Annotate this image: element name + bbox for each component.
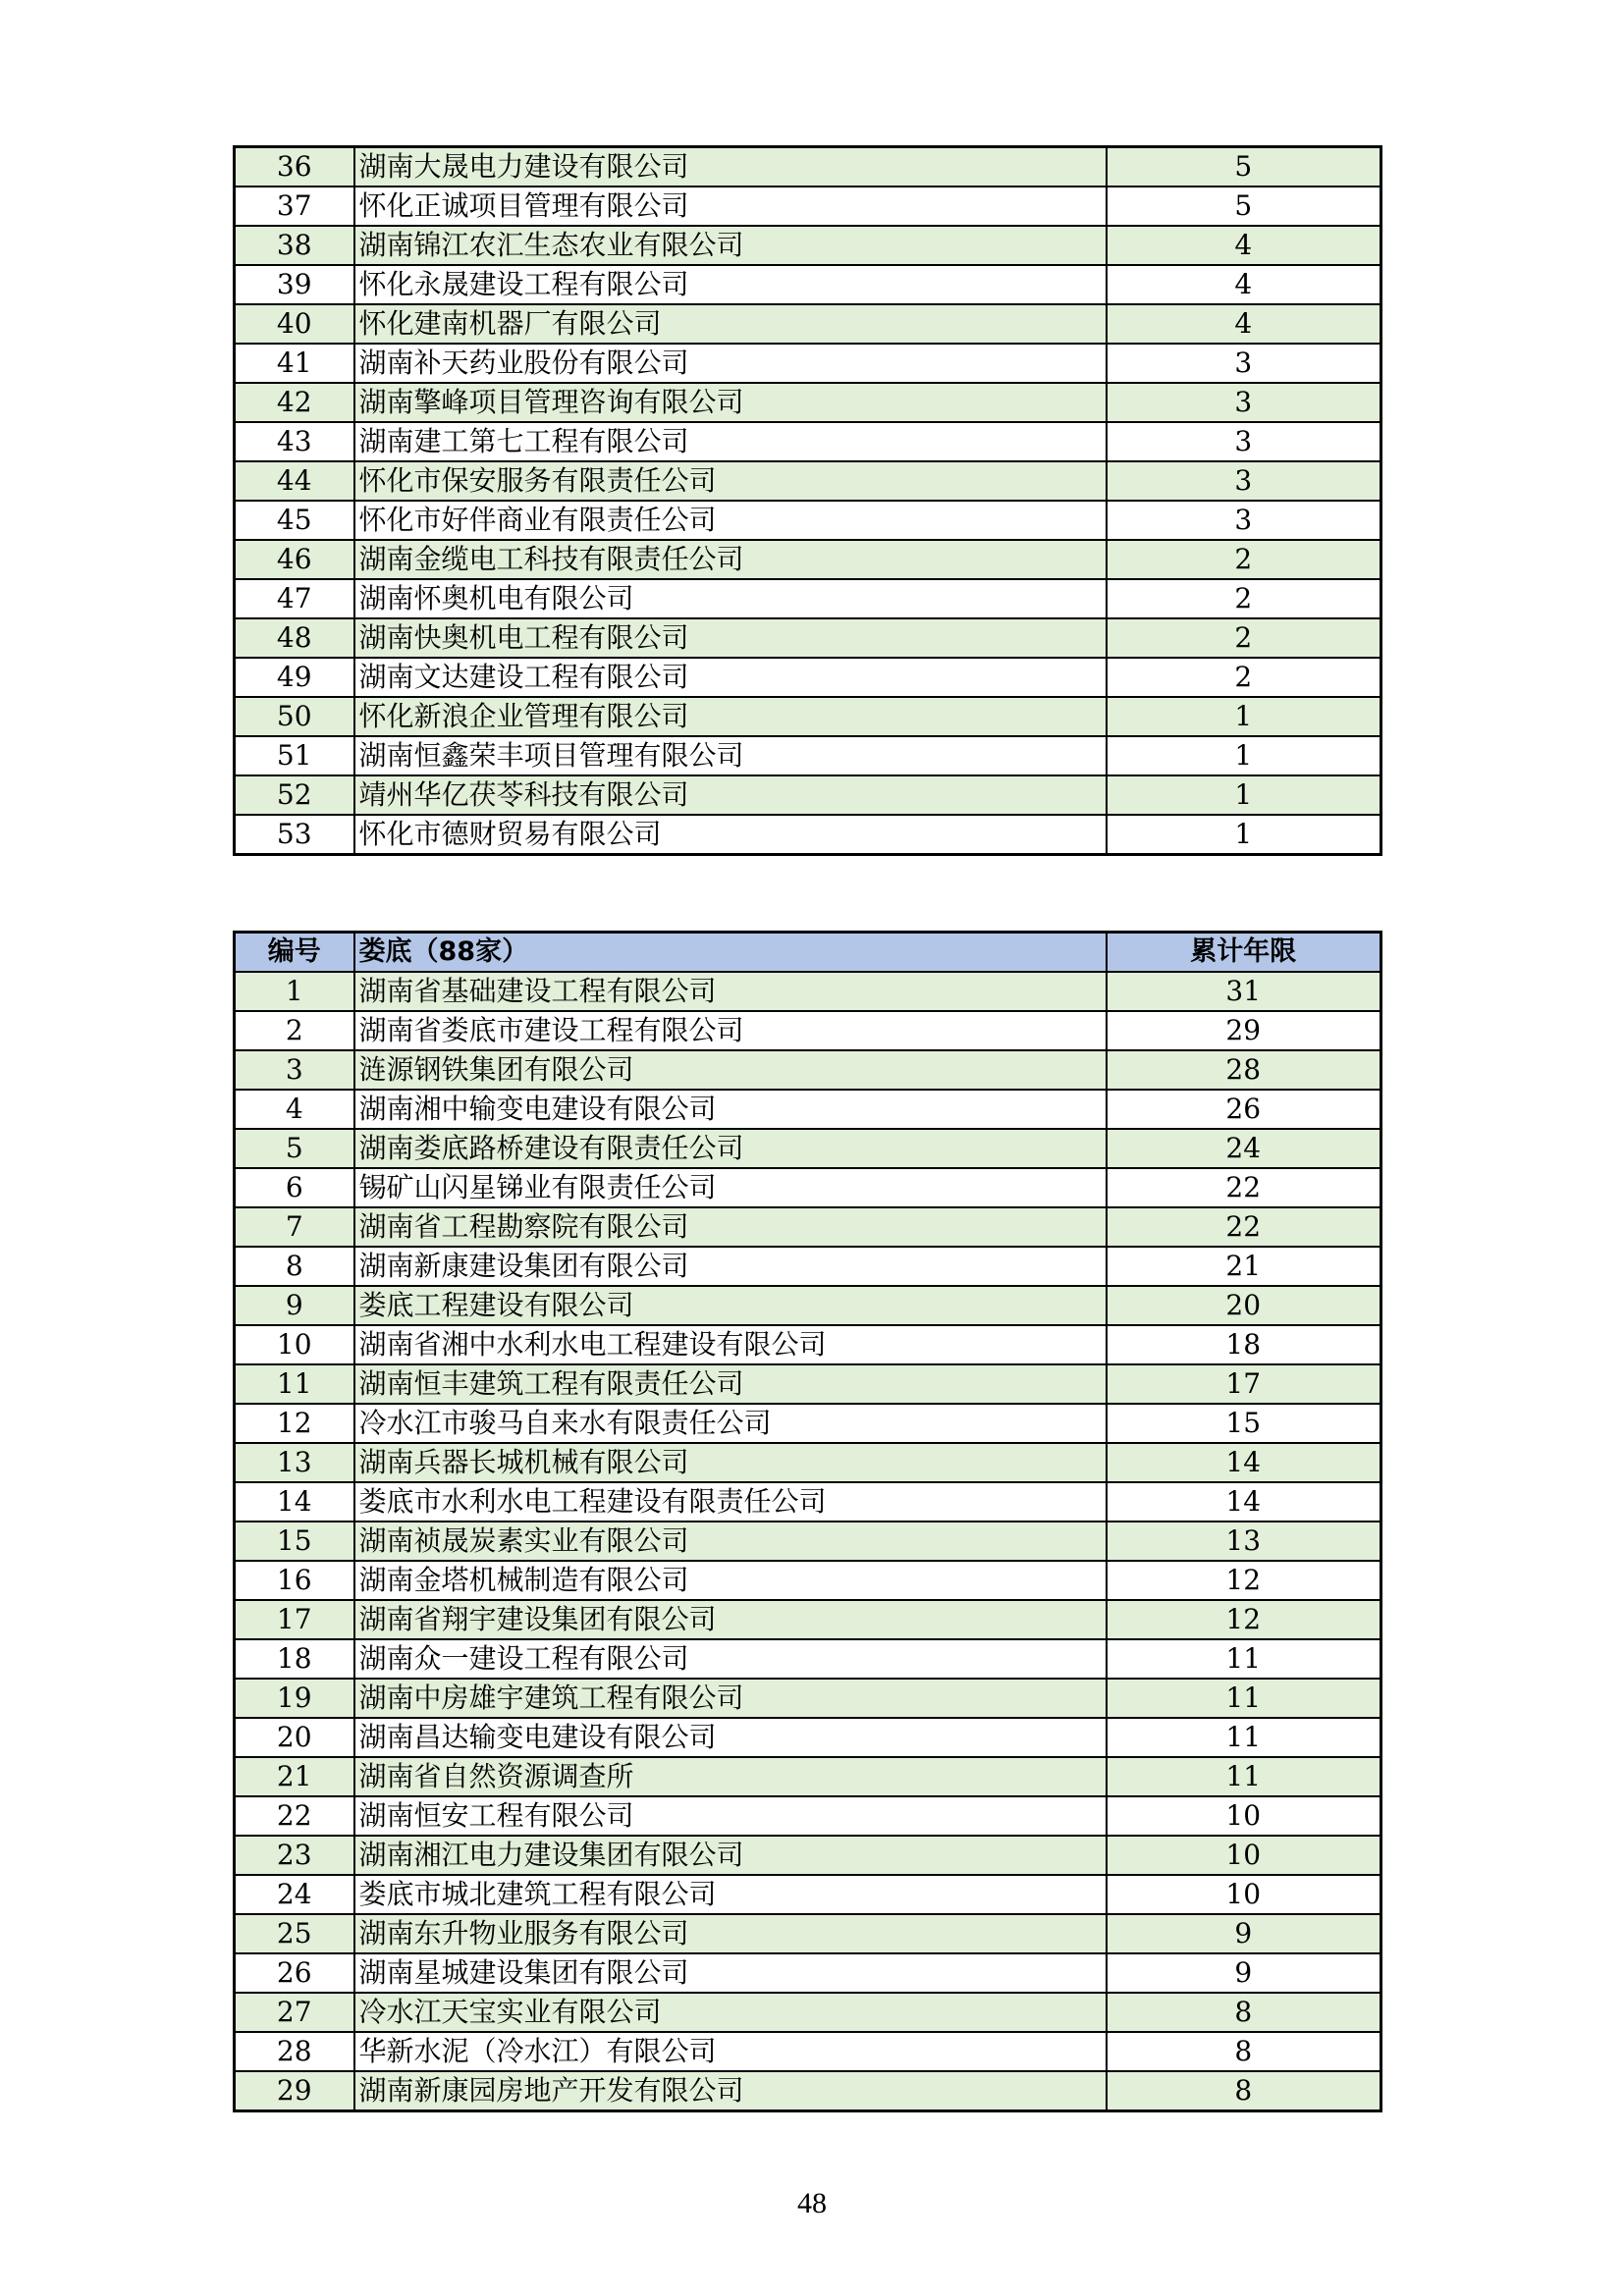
table-row <box>235 618 1381 658</box>
table-row <box>235 1522 1381 1561</box>
company-name: 湖南省工程勘察院有限公司 <box>354 1207 1107 1247</box>
row-number: 38 <box>235 226 354 265</box>
cumulative-years: 18 <box>1107 1325 1381 1364</box>
cumulative-years: 31 <box>1107 972 1381 1011</box>
cumulative-years: 2 <box>1107 540 1381 579</box>
row-number: 45 <box>235 501 354 540</box>
row-number: 23 <box>235 1836 354 1875</box>
company-name: 湖南星城建设集团有限公司 <box>354 1953 1107 1993</box>
company-name: 怀化市德财贸易有限公司 <box>354 815 1107 855</box>
cumulative-years: 14 <box>1107 1443 1381 1482</box>
company-name: 冷水江市骏马自来水有限责任公司 <box>354 1404 1107 1443</box>
cumulative-years: 3 <box>1107 383 1381 422</box>
company-name: 湖南快奥机电工程有限公司 <box>354 618 1107 658</box>
company-name: 湖南金缆电工科技有限责任公司 <box>354 540 1107 579</box>
row-number: 53 <box>235 815 354 855</box>
cumulative-years: 13 <box>1107 1522 1381 1561</box>
table-row <box>235 1757 1381 1796</box>
cumulative-years: 10 <box>1107 1836 1381 1875</box>
table-row <box>235 1718 1381 1757</box>
company-name: 湖南金塔机械制造有限公司 <box>354 1561 1107 1600</box>
company-name: 湖南恒安工程有限公司 <box>354 1796 1107 1836</box>
table-row <box>235 1168 1381 1207</box>
row-number: 26 <box>235 1953 354 1993</box>
table-row <box>235 147 1381 187</box>
row-number: 14 <box>235 1482 354 1522</box>
company-name: 怀化永晟建设工程有限公司 <box>354 265 1107 304</box>
table-row <box>235 2032 1381 2071</box>
company-name: 湖南湘江电力建设集团有限公司 <box>354 1836 1107 1875</box>
table-row <box>235 1050 1381 1090</box>
company-name: 湖南锦江农汇生态农业有限公司 <box>354 226 1107 265</box>
header-number: 编号 <box>235 933 354 973</box>
cumulative-years: 5 <box>1107 147 1381 187</box>
row-number: 52 <box>235 775 354 815</box>
company-name: 湖南大晟电力建设有限公司 <box>354 147 1107 187</box>
cumulative-years: 14 <box>1107 1482 1381 1522</box>
table-row <box>235 540 1381 579</box>
cumulative-years: 4 <box>1107 304 1381 344</box>
company-name: 怀化建南机器厂有限公司 <box>354 304 1107 344</box>
row-number: 40 <box>235 304 354 344</box>
company-name: 湖南补天药业股份有限公司 <box>354 344 1107 383</box>
company-name: 湖南祯晟炭素实业有限公司 <box>354 1522 1107 1561</box>
cumulative-years: 10 <box>1107 1875 1381 1914</box>
table-row <box>235 1443 1381 1482</box>
row-number: 18 <box>235 1639 354 1679</box>
page-number: 48 <box>797 2187 827 2219</box>
table-row <box>235 1011 1381 1050</box>
table-row <box>235 815 1381 855</box>
company-name: 湖南兵器长城机械有限公司 <box>354 1443 1107 1482</box>
table-row <box>235 1404 1381 1443</box>
row-number: 49 <box>235 658 354 697</box>
cumulative-years: 21 <box>1107 1247 1381 1286</box>
row-number: 43 <box>235 422 354 461</box>
row-number: 27 <box>235 1993 354 2032</box>
row-number: 21 <box>235 1757 354 1796</box>
cumulative-years: 2 <box>1107 658 1381 697</box>
table-row <box>235 2071 1381 2111</box>
row-number: 28 <box>235 2032 354 2071</box>
cumulative-years: 8 <box>1107 2032 1381 2071</box>
company-name: 怀化新浪企业管理有限公司 <box>354 697 1107 736</box>
cumulative-years: 29 <box>1107 1011 1381 1050</box>
cumulative-years: 10 <box>1107 1796 1381 1836</box>
row-number: 42 <box>235 383 354 422</box>
cumulative-years: 22 <box>1107 1207 1381 1247</box>
company-name: 湖南建工第七工程有限公司 <box>354 422 1107 461</box>
row-number: 9 <box>235 1286 354 1325</box>
table-row <box>235 736 1381 775</box>
cumulative-years: 22 <box>1107 1168 1381 1207</box>
row-number: 46 <box>235 540 354 579</box>
company-table-loudi <box>233 931 1382 2112</box>
row-number: 47 <box>235 579 354 618</box>
company-name: 湖南省湘中水利水电工程建设有限公司 <box>354 1325 1107 1364</box>
row-number: 37 <box>235 187 354 226</box>
row-number: 44 <box>235 461 354 501</box>
cumulative-years: 2 <box>1107 579 1381 618</box>
company-name: 湖南新康园房地产开发有限公司 <box>354 2071 1107 2111</box>
table-row <box>235 187 1381 226</box>
cumulative-years: 2 <box>1107 618 1381 658</box>
company-name: 锡矿山闪星锑业有限责任公司 <box>354 1168 1107 1207</box>
table-row <box>235 1679 1381 1718</box>
table-row <box>235 1639 1381 1679</box>
table-row <box>235 1247 1381 1286</box>
table-row <box>235 422 1381 461</box>
table-header-row <box>235 933 1381 973</box>
cumulative-years: 28 <box>1107 1050 1381 1090</box>
cumulative-years: 26 <box>1107 1090 1381 1129</box>
cumulative-years: 3 <box>1107 501 1381 540</box>
company-name: 湖南湘中输变电建设有限公司 <box>354 1090 1107 1129</box>
cumulative-years: 4 <box>1107 226 1381 265</box>
table-row <box>235 1561 1381 1600</box>
cumulative-years: 9 <box>1107 1914 1381 1953</box>
company-name: 湖南东升物业服务有限公司 <box>354 1914 1107 1953</box>
cumulative-years: 11 <box>1107 1718 1381 1757</box>
company-name: 怀化市保安服务有限责任公司 <box>354 461 1107 501</box>
company-name: 湖南省翔宇建设集团有限公司 <box>354 1600 1107 1639</box>
header-cumulative-years: 累计年限 <box>1107 933 1381 973</box>
row-number: 29 <box>235 2071 354 2111</box>
row-number: 51 <box>235 736 354 775</box>
table-row <box>235 658 1381 697</box>
company-name: 湖南怀奥机电有限公司 <box>354 579 1107 618</box>
table-row <box>235 1364 1381 1404</box>
row-number: 22 <box>235 1796 354 1836</box>
company-name: 湖南恒丰建筑工程有限责任公司 <box>354 1364 1107 1404</box>
table-row <box>235 1953 1381 1993</box>
cumulative-years: 24 <box>1107 1129 1381 1168</box>
row-number: 7 <box>235 1207 354 1247</box>
row-number: 11 <box>235 1364 354 1404</box>
table-row <box>235 1129 1381 1168</box>
table-row <box>235 1090 1381 1129</box>
table-row <box>235 461 1381 501</box>
row-number: 6 <box>235 1168 354 1207</box>
cumulative-years: 11 <box>1107 1757 1381 1796</box>
company-name: 怀化市好伴商业有限责任公司 <box>354 501 1107 540</box>
company-name: 湖南昌达输变电建设有限公司 <box>354 1718 1107 1757</box>
cumulative-years: 5 <box>1107 187 1381 226</box>
row-number: 19 <box>235 1679 354 1718</box>
table-row <box>235 1207 1381 1247</box>
cumulative-years: 17 <box>1107 1364 1381 1404</box>
table-row <box>235 972 1381 1011</box>
row-number: 8 <box>235 1247 354 1286</box>
table-row <box>235 1286 1381 1325</box>
company-name: 湖南擎峰项目管理咨询有限公司 <box>354 383 1107 422</box>
row-number: 36 <box>235 147 354 187</box>
cumulative-years: 1 <box>1107 697 1381 736</box>
row-number: 48 <box>235 618 354 658</box>
table-row <box>235 1993 1381 2032</box>
table-row <box>235 1796 1381 1836</box>
row-number: 41 <box>235 344 354 383</box>
row-number: 2 <box>235 1011 354 1050</box>
table-row <box>235 579 1381 618</box>
cumulative-years: 1 <box>1107 775 1381 815</box>
cumulative-years: 1 <box>1107 815 1381 855</box>
row-number: 24 <box>235 1875 354 1914</box>
row-number: 17 <box>235 1600 354 1639</box>
table-row <box>235 1875 1381 1914</box>
row-number: 15 <box>235 1522 354 1561</box>
cumulative-years: 1 <box>1107 736 1381 775</box>
company-name: 湖南省娄底市建设工程有限公司 <box>354 1011 1107 1050</box>
cumulative-years: 11 <box>1107 1679 1381 1718</box>
table-row <box>235 1914 1381 1953</box>
row-number: 5 <box>235 1129 354 1168</box>
table-row <box>235 1325 1381 1364</box>
table-row <box>235 1482 1381 1522</box>
cumulative-years: 3 <box>1107 461 1381 501</box>
table-row <box>235 697 1381 736</box>
company-name: 娄底市水利水电工程建设有限责任公司 <box>354 1482 1107 1522</box>
cumulative-years: 4 <box>1107 265 1381 304</box>
company-table-huaihua-continued <box>233 145 1382 856</box>
header-region-name: 娄底（88家） <box>354 933 1107 973</box>
company-name: 湖南中房雄宇建筑工程有限公司 <box>354 1679 1107 1718</box>
row-number: 20 <box>235 1718 354 1757</box>
table-row <box>235 304 1381 344</box>
cumulative-years: 11 <box>1107 1639 1381 1679</box>
row-number: 16 <box>235 1561 354 1600</box>
company-name: 娄底工程建设有限公司 <box>354 1286 1107 1325</box>
table-row <box>235 265 1381 304</box>
company-name: 冷水江天宝实业有限公司 <box>354 1993 1107 2032</box>
row-number: 25 <box>235 1914 354 1953</box>
company-name: 湖南省自然资源调查所 <box>354 1757 1107 1796</box>
cumulative-years: 3 <box>1107 422 1381 461</box>
cumulative-years: 15 <box>1107 1404 1381 1443</box>
row-number: 12 <box>235 1404 354 1443</box>
table-row <box>235 383 1381 422</box>
row-number: 1 <box>235 972 354 1011</box>
row-number: 50 <box>235 697 354 736</box>
company-name: 靖州华亿茯苓科技有限公司 <box>354 775 1107 815</box>
cumulative-years: 9 <box>1107 1953 1381 1993</box>
table-row <box>235 1836 1381 1875</box>
company-name: 怀化正诚项目管理有限公司 <box>354 187 1107 226</box>
company-name: 湖南众一建设工程有限公司 <box>354 1639 1107 1679</box>
company-name: 湖南新康建设集团有限公司 <box>354 1247 1107 1286</box>
company-name: 湖南娄底路桥建设有限责任公司 <box>354 1129 1107 1168</box>
company-name: 娄底市城北建筑工程有限公司 <box>354 1875 1107 1914</box>
company-name: 湖南省基础建设工程有限公司 <box>354 972 1107 1011</box>
cumulative-years: 8 <box>1107 2071 1381 2111</box>
row-number: 3 <box>235 1050 354 1090</box>
company-name: 华新水泥（冷水江）有限公司 <box>354 2032 1107 2071</box>
cumulative-years: 3 <box>1107 344 1381 383</box>
table-row <box>235 1600 1381 1639</box>
cumulative-years: 12 <box>1107 1600 1381 1639</box>
company-name: 湖南文达建设工程有限公司 <box>354 658 1107 697</box>
row-number: 10 <box>235 1325 354 1364</box>
table-row <box>235 344 1381 383</box>
table-row <box>235 501 1381 540</box>
cumulative-years: 20 <box>1107 1286 1381 1325</box>
table-row <box>235 226 1381 265</box>
table-row <box>235 775 1381 815</box>
company-name: 湖南恒鑫荣丰项目管理有限公司 <box>354 736 1107 775</box>
row-number: 4 <box>235 1090 354 1129</box>
row-number: 13 <box>235 1443 354 1482</box>
cumulative-years: 12 <box>1107 1561 1381 1600</box>
row-number: 39 <box>235 265 354 304</box>
company-name: 涟源钢铁集团有限公司 <box>354 1050 1107 1090</box>
cumulative-years: 8 <box>1107 1993 1381 2032</box>
